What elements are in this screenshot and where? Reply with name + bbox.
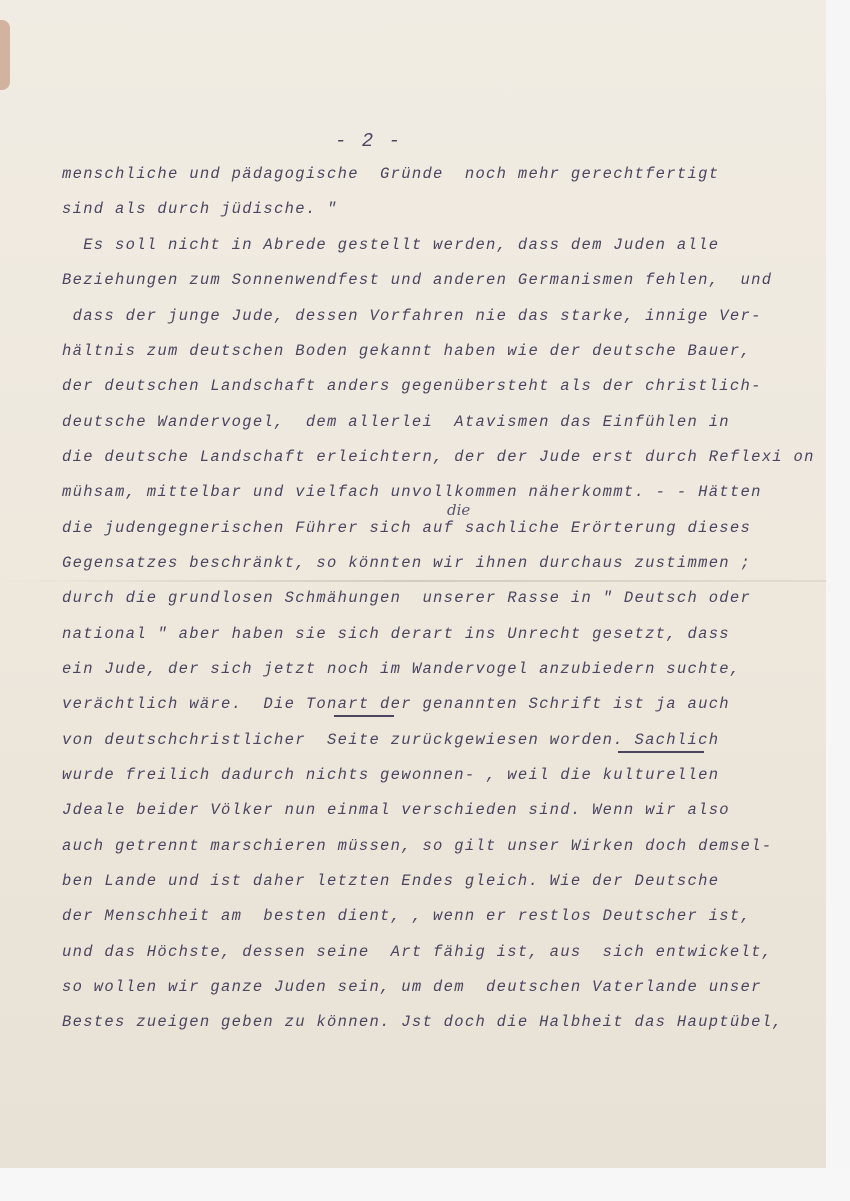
underline-sachlich	[618, 751, 704, 753]
text-line: dass der junge Jude, dessen Vorfahren nie das starke, innige Ver-	[62, 307, 762, 325]
scan-background-bottom	[0, 1168, 850, 1201]
text-line: national " aber haben sie sich derart ins Unrecht gesetzt, dass	[62, 625, 730, 643]
underline-tonart	[334, 715, 394, 717]
page-number: - 2 -	[335, 130, 403, 152]
text-line: ein Jude, der sich jetzt noch im Wandervogel anzubiedern suchte,	[62, 660, 741, 678]
text-line: von deutschchristlicher Seite zurückgewiesen worden. Sachlich	[62, 731, 720, 749]
text-line: der deutschen Landschaft anders gegenübersteht als der christlich-	[62, 377, 762, 395]
text-line: Bestes zueigen geben zu können. Jst doch die Halbheit das Hauptübel,	[62, 1013, 783, 1031]
scan-background-right	[826, 0, 850, 1201]
paper-fold-crease	[0, 580, 826, 582]
text-line: der Menschheit am besten dient, , wenn er restlos Deutscher ist,	[62, 907, 752, 925]
text-line: verächtlich wäre. Die Tonart der genannten Schrift ist ja auch	[62, 695, 730, 713]
text-line: Jdeale beider Völker nun einmal verschieden sind. Wenn wir also	[62, 801, 730, 819]
text-line: durch die grundlosen Schmähungen unserer Rasse in " Deutsch oder	[62, 589, 752, 607]
text-line: mühsam, mittelbar und vielfach unvollkommen näherkommt. - - Hätten	[62, 483, 762, 501]
text-line: Es soll nicht in Abrede gestellt werden, dass dem Juden alle	[62, 236, 720, 254]
text-line: Gegensatzes beschränkt, so könnten wir ihnen durchaus zustimmen ;	[62, 554, 752, 572]
text-line: die deutsche Landschaft erleichtern, der der Jude erst durch Reflexi on	[62, 448, 815, 466]
paper-stain	[0, 20, 10, 90]
text-line: Beziehungen zum Sonnenwendfest und anderen Germanismen fehlen, und	[62, 271, 773, 289]
text-line: menschliche und pädagogische Gründe noch mehr gerechtfertigt	[62, 165, 720, 183]
text-line: so wollen wir ganze Juden sein, um dem deutschen Vaterlande unser	[62, 978, 762, 996]
handwritten-insertion: die	[447, 501, 471, 519]
text-line: die judengegnerischen Führer sich auf sachliche Erörterung dieses	[62, 519, 752, 537]
text-line: ben Lande und ist daher letzten Endes gleich. Wie der Deutsche	[62, 872, 720, 890]
text-line: sind als durch jüdische. "	[62, 200, 338, 218]
text-line: deutsche Wandervogel, dem allerlei Atavismen das Einfühlen in	[62, 413, 730, 431]
text-line: wurde freilich dadurch nichts gewonnen- , weil die kulturellen	[62, 766, 720, 784]
text-line: hältnis zum deutschen Boden gekannt haben wie der deutsche Bauer,	[62, 342, 752, 360]
text-line: auch getrennt marschieren müssen, so gilt unser Wirken doch demsel-	[62, 837, 773, 855]
text-line: und das Höchste, dessen seine Art fähig ist, aus sich entwickelt,	[62, 943, 773, 961]
